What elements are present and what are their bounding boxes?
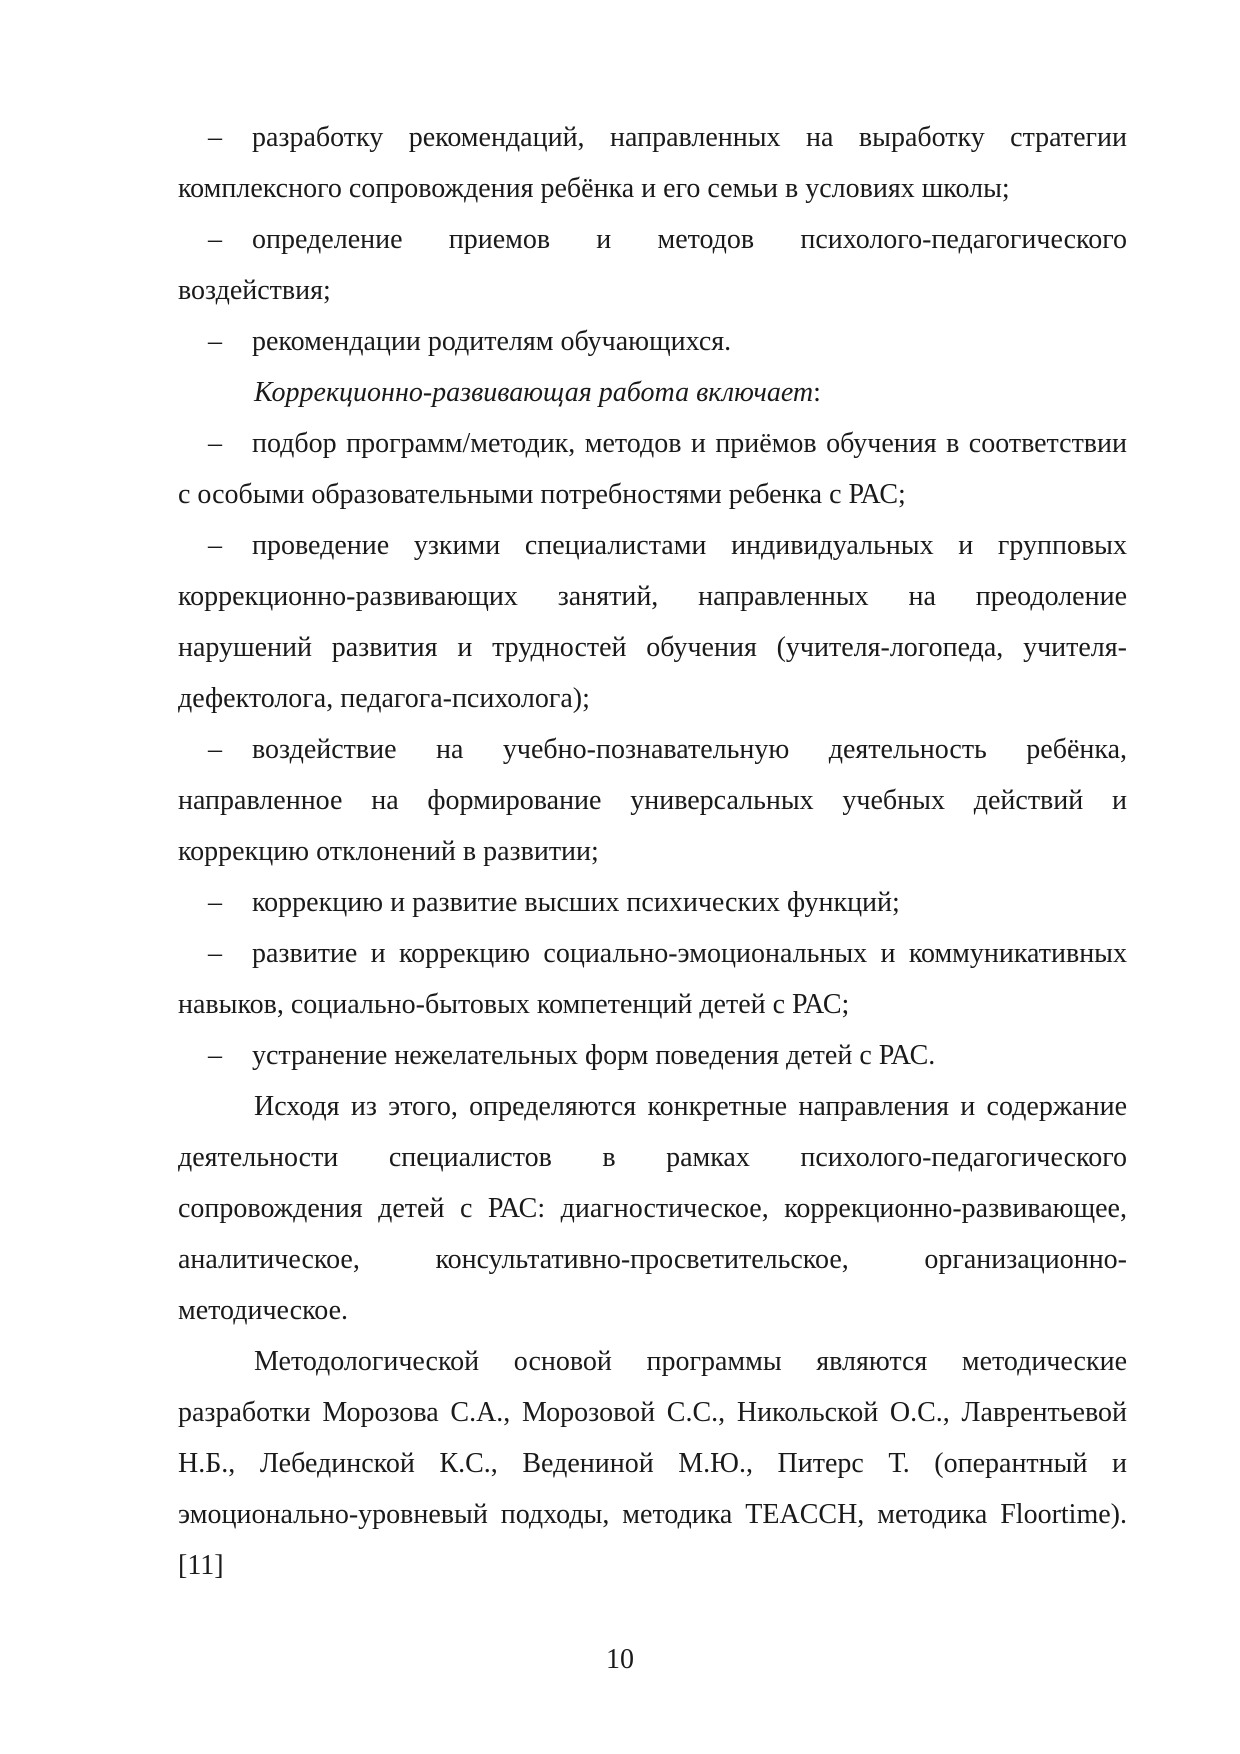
bullet-item [178,112,1127,214]
bullet-text: рекомендации родителям обучающихся. [252,326,732,357]
bullet-text: разработку рекомендаций, направленных на выработку стратегии комплексного сопровождения ребёнка и его семьи в условиях школы; [178,122,1127,204]
document-page [178,112,1127,1591]
dash-marker: – [208,734,222,765]
dash-marker: – [208,122,222,153]
bullet-item [178,214,1127,316]
body-paragraph: Методологической основой программы являются методические разработки Морозова С.А., Морозовой С.С., Никольской О.С., Лаврентьевой Н.Б., Лебединской К.С., Ведениной М.Ю., Питерс Т. (оперантный и эмоционально-уровневый подходы, методика TEACCH, методика Floortime). [11] [178,1346,1127,1581]
bullet-item [178,316,1127,367]
dash-marker: – [208,1040,222,1071]
bullet-text: проведение узкими специалистами индивидуальных и групповых коррекционно-развивающих занятий, направленных на преодоление нарушений развития и трудностей обучения (учителя-логопеда, учителя-дефектолога, педагога-психолога); [178,530,1127,714]
bullet-text: подбор программ/методик, методов и приёмов обучения в соответствии с особыми образовательными потребностями ребенка с РАС; [178,428,1127,510]
page-number: 10 [606,1644,634,1675]
bullet-item [178,877,1127,928]
dash-marker: – [208,887,222,918]
bullet-item [178,724,1127,877]
dash-marker: – [208,428,222,459]
bullet-item [178,520,1127,724]
dash-marker: – [208,326,222,357]
bullet-text: устранение нежелательных форм поведения детей с РАС. [252,1040,936,1071]
section-heading-italic: Коррекционно-развивающая работа включает [254,377,814,408]
bullet-text: развитие и коррекцию социально-эмоциональных и коммуникативных навыков, социально-бытовых компетенций детей с РАС; [178,938,1127,1020]
section-heading [178,367,1127,418]
section-heading-colon: : [813,377,821,408]
dash-marker: – [208,530,222,561]
bullet-item [178,1030,1127,1081]
bullet-item [178,928,1127,1030]
bullet-text: воздействие на учебно-познавательную деятельность ребёнка, направленное на формирование универсальных учебных действий и коррекцию отклонений в развитии; [178,734,1127,867]
dash-marker: – [208,938,222,969]
bullet-item [178,418,1127,520]
body-paragraph: Исходя из этого, определяются конкретные направления и содержание деятельности специалистов в рамках психолого-педагогического сопровождения детей с РАС: диагностическое, коррекционно-развивающее, аналитическое, консультативно-просветительское, организационно-методическое. [178,1091,1127,1326]
bullet-text: коррекцию и развитие высших психических функций; [252,887,900,918]
bullet-text: определение приемов и методов психолого-педагогического воздействия; [178,224,1127,306]
dash-marker: – [208,224,222,255]
